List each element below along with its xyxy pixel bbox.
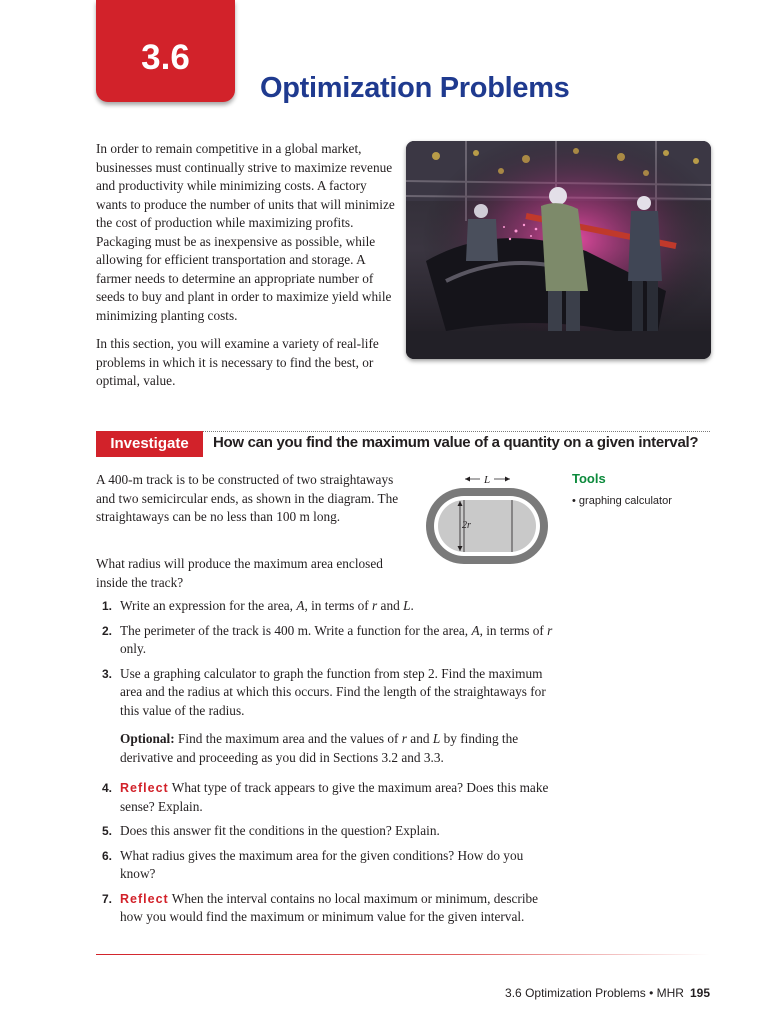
investigate-paragraph-1: A 400-m track is to be constructed of two straightaways and two semicircular ends, as shown in the diagram. The straightaways can be no less than 100 m long. — [96, 472, 399, 524]
step-text: What type of track appears to give the maximum area? Does this make sense? Explain. — [120, 780, 549, 814]
section-number-tab — [96, 0, 235, 102]
step-3 — [96, 665, 556, 721]
step-text: What radius gives the maximum area for the given conditions? How do you know? — [120, 847, 524, 881]
step-text: Use a graphing calculator to graph the function from step 2. Find the maximum area and the radius at which this occurs. Find the length of the straightaways for this value of the radius. — [120, 665, 546, 718]
investigate-label: Investigate — [96, 431, 203, 457]
tools-item: • graphing calculator — [572, 495, 672, 507]
steps-list — [96, 597, 556, 933]
step-7 — [96, 890, 556, 927]
track-diagram — [420, 468, 560, 568]
page-footer — [505, 986, 710, 1000]
step-number: 1. — [101, 599, 112, 613]
step-number: 7. — [101, 891, 112, 906]
step-number: 5. — [101, 824, 112, 838]
investigate-paragraph-2: What radius will produce the maximum area enclosed inside the track? — [96, 556, 383, 590]
step-6 — [96, 847, 556, 884]
step-text: The perimeter of the track is 400 m. Write a function for the area, A, in terms of r only. — [120, 622, 553, 656]
investigate-question: How can you find the maximum value of a quantity on a given interval? — [213, 434, 699, 451]
diagram-label-l: L — [483, 474, 491, 486]
step-5 — [96, 822, 556, 841]
footer-text: 3.6 Optimization Problems • MHR — [505, 986, 684, 1000]
step-text: Does this answer fit the conditions in the question? Explain. — [120, 823, 440, 838]
optional-text: Find the maximum area and the values of r and L by finding the derivative and proceeding as you did in Sections 3.2 and 3.3. — [120, 731, 519, 765]
intro-paragraph-2: In this section, you will examine a variety of real-life problems in which it is necessary to find the best, or optimal, value. — [96, 336, 379, 388]
reflect-label: Reflect — [120, 891, 169, 906]
step-number: 4. — [101, 781, 112, 795]
step-1 — [96, 597, 556, 616]
optional-note — [96, 730, 556, 767]
step-text: Write an expression for the area, A, in terms of r and L. — [120, 598, 414, 613]
step-2 — [96, 622, 556, 659]
intro-paragraph-1: In order to remain competitive in a global market, businesses must continually strive to maximize revenue and productivity while minimizing costs. A factory wants to produce the number of units that will minimize the cost of production while maximizing profits. Packaging must be as inexpensive as possible, while allowing for efficient transportation and storage. A farmer needs to determine an appropriate number of seeds to buy and plant in order to maximize yield while minimizing planting costs. — [96, 141, 395, 323]
step-number: 2. — [101, 623, 112, 638]
step-text: When the interval contains no local maximum or minimum, describe how you would find the maximum or minimum value for the given interval. — [120, 890, 539, 924]
tools-item-label: graphing calculator — [578, 495, 672, 507]
step-number: 3. — [101, 666, 112, 681]
section-number: 3.6 — [141, 38, 190, 77]
page-number: 195 — [689, 986, 710, 1000]
reflect-label: Reflect — [120, 781, 169, 795]
factory-welding-photo — [406, 141, 711, 359]
diagram-label-2r: 2r — [462, 520, 471, 531]
footer-divider — [96, 954, 710, 955]
tools-heading: Tools — [572, 471, 606, 486]
step-4 — [96, 779, 556, 816]
optional-label: Optional: — [120, 731, 175, 746]
intro-text — [96, 140, 396, 401]
step-number: 6. — [101, 848, 112, 863]
section-title: Optimization Problems — [260, 72, 570, 104]
